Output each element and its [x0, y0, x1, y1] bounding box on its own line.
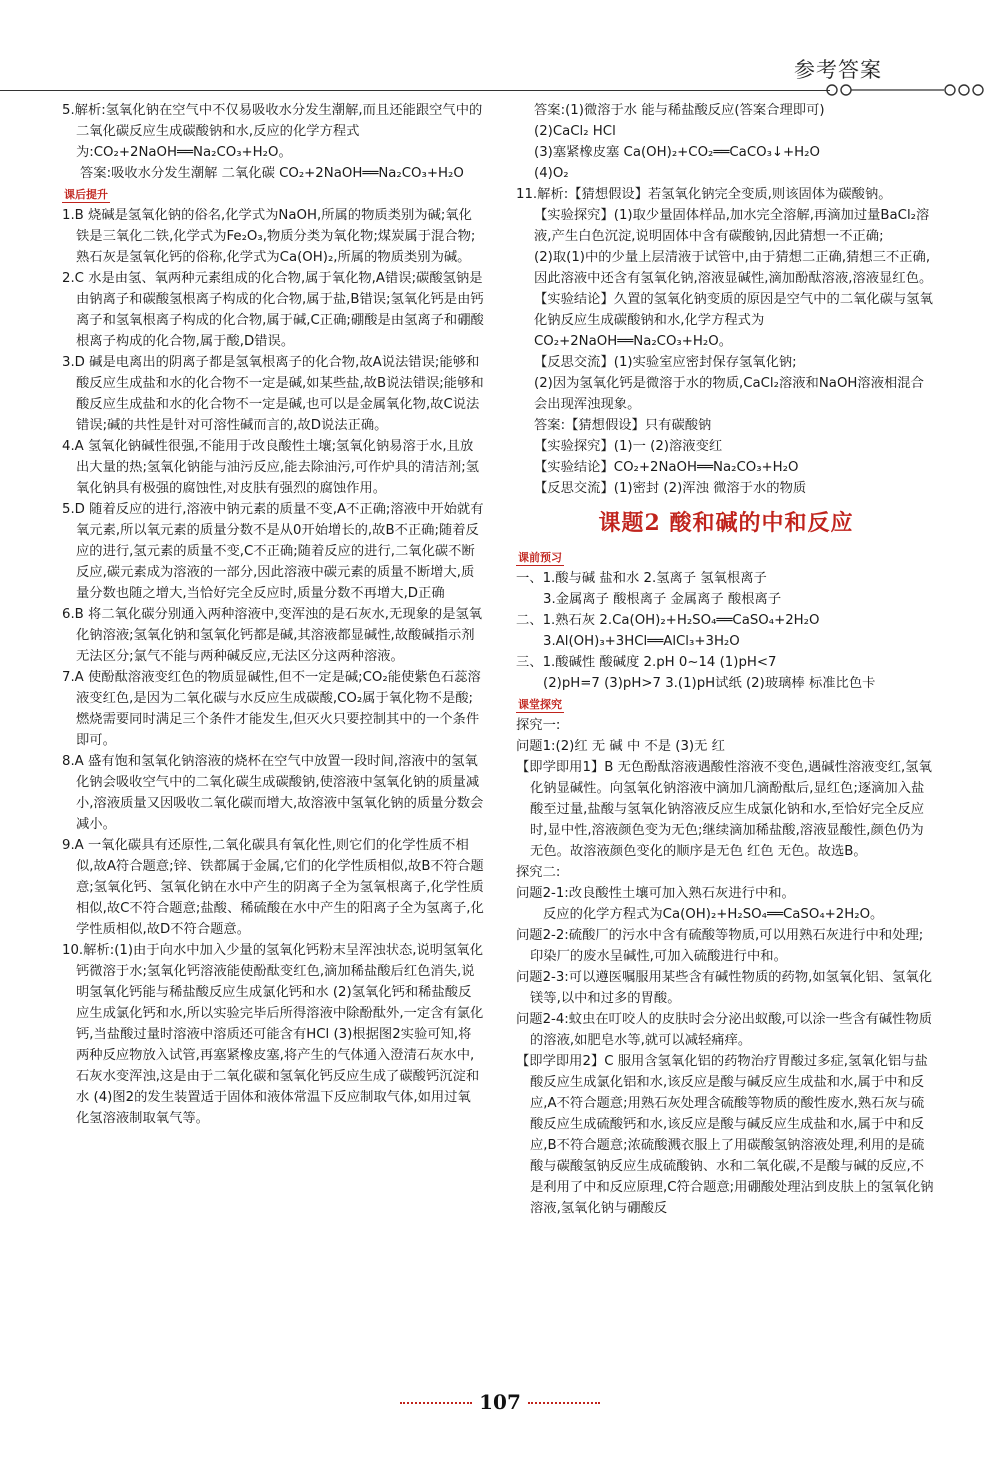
footer-dots-right — [528, 1402, 600, 1404]
page-number: 107 — [479, 1390, 521, 1414]
page-footer — [0, 1380, 1000, 1430]
right-paragraph: 探究一: — [516, 718, 561, 733]
left-paragraph: 6.B 将二氧化碳分别通入两种溶液中,变浑浊的是石灰水,无现象的是氢氧化钠溶液;氢氧化钠和氢氧化钙都是碱,其溶液都显碱性,故酸碱指示剂无法区分;氯气不能与两种碱反应,无法区分这两种溶液。 — [62, 607, 483, 664]
right-paragraph: 【实验结论】CO₂+2NaOH══Na₂CO₃+H₂O — [534, 460, 799, 475]
left-paragraph: 9.A 一氧化碳具有还原性,二氧化碳具有氧化性,则它们的化学性质不相似,故A符合题意;锌、铁都属于金属,它们的化学性质相似,故B不符合题意;氢氧化钙、氢氧化钠在水中产生的阴离子全为氢氧根离子,化学性质相似,故C不符合题意;盐酸、稀硫酸在水中产生的阳离子全为氢离子,化学性质相似,故D不符合题意。 — [62, 838, 484, 937]
right-paragraph: 问题2-2:硫酸厂的污水中含有硫酸等物质,可以用熟石灰进行中和处理;印染厂的废水呈碱性,可加入硫酸进行中和。 — [516, 928, 924, 964]
right-paragraph: 二、1.熟石灰 2.Ca(OH)₂+H₂SO₄══CaSO₄+2H₂O — [516, 613, 820, 628]
right-paragraph: 答案:【猜想假设】只有碳酸钠 — [534, 418, 712, 433]
right-paragraph: 3.Al(OH)₃+3HCl══AlCl₃+3H₂O — [543, 634, 740, 649]
right-column — [516, 100, 936, 1219]
right-paragraph: 【实验探究】(1)取少量固体样品,加水完全溶解,再滴加过量BaCl₂溶液,产生白色沉淀,说明固体中含有碳酸钠,因此猜想一不正确; — [534, 208, 930, 244]
left-paragraph: 10.解析:(1)由于向水中加入少量的氢氧化钙粉末呈浑浊状态,说明氢氧化钙微溶于水;氢氧化钙溶液能使酚酞变红色,滴加稀盐酸后红色消失,说明氢氧化钙能与稀盐酸反应生成氯化钙和水 (2)氢氧化钙和稀盐酸反应生成氯化钙和水,所以实验完毕后所得溶液中除酚酞外,一定含有氯化钙,当盐酸过量时溶液中溶质还可能含有HCl (3)根据图2实验可知,将两种反应物放入试管,再塞紧橡皮塞,将产生的气体通入澄清石灰水中,石灰水变浑浊,这是由于二氧化碳和氢氧化钙反应生成了碳酸钙沉淀和水 (4)图2的发生装置适于固体和液体常温下反应制取气体,如用过氧化氢溶液制取氧气等。 — [62, 943, 484, 1126]
right-paragraph: 问题2-4:蚊虫在叮咬人的皮肤时会分泌出蚁酸,可以涂一些含有碱性物质的溶液,如肥皂水等,就可以减轻痛痒。 — [516, 1012, 933, 1048]
footer-dots-left — [400, 1402, 472, 1404]
left-paragraph: 2.C 水是由氢、氧两种元素组成的化合物,属于氧化物,A错误;碳酸氢钠是由钠离子和碳酸氢根离子构成的化合物,属于盐,B错误;氢氧化钙是由钙离子和氢氧根离子构成的化合物,属于碱,C正确;硼酸是由氢离子和硼酸根离子构成的化合物,属于酸,D错误。 — [62, 271, 484, 349]
right-paragraph: (2)取(1)中的少量上层清液于试管中,由于猜想二正确,猜想三不正确,因此溶液中还含有氢氧化钠,溶液显碱性,滴加酚酞溶液,溶液显红色。 — [534, 250, 933, 286]
right-paragraph: (2)CaCl₂ HCl — [534, 124, 616, 139]
left-paragraph: 4.A 氢氧化钠碱性很强,不能用于改良酸性土壤;氢氧化钠易溶于水,且放出大量的热;氢氧化钠能与油污反应,能去除油污,可作炉具的清洁剂;氢氧化钠具有极强的腐蚀性,对皮肤有强烈的腐蚀作用。 — [62, 439, 480, 496]
right-paragraph: 【即学即用2】C 服用含氢氧化铝的药物治疗胃酸过多症,氢氧化铝与盐酸反应生成氯化铝和水,该反应是酸与碱反应生成盐和水,属于中和反应,A不符合题意;用熟石灰处理含硫酸等物质的酸性废水,熟石灰与硫酸反应生成硫酸钙和水,该反应是酸与碱反应生成盐和水,属于中和反应,B不符合题意;浓硫酸溅衣服上了用碳酸氢钠溶液处理,利用的是硫酸与碳酸氢钠反应生成硫酸钠、水和二氧化碳,不是酸与碱的反应,不是利用了中和反应原理,C符合题意;用硼酸处理沾到皮肤上的氢氧化钠溶液,氢氧化钠与硼酸反 — [516, 1054, 934, 1216]
left-paragraph: 5.D 随着反应的进行,溶液中钠元素的质量不变,A不正确;溶液中开始就有氧元素,所以氧元素的质量分数不是从0开始增长的,故B不正确;随着反应的进行,氢元素的质量不变,C不正确;随着反应的进行,二氧化碳不断反应,碳元素成为溶液的一部分,因此溶液中碳元素的质量不断增大,质量分数也随之增大,当恰好完全反应时,质量分数不再增大,D正确 — [62, 502, 484, 601]
right-paragraph: 问题1:(2)红 无 碱 中 不是 (3)无 红 — [516, 739, 725, 754]
right-paragraph: 三、1.酸碱性 酸碱度 2.pH 0~14 (1)pH<7 — [516, 655, 777, 670]
right-paragraph: 3.金属离子 酸根离子 金属离子 酸根离子 — [543, 592, 782, 607]
right-paragraph: (3)塞紧橡皮塞 Ca(OH)₂+CO₂══CaCO₃↓+H₂O — [534, 145, 820, 160]
right-paragraph: 问题2-1:改良酸性土壤可加入熟石灰进行中和。 — [516, 886, 795, 901]
right-paragraph: 答案:(1)微溶于水 能与稀盐酸反应(答案合理即可) — [534, 103, 825, 118]
lesson-title: 课题2 酸和碱的中和反应 — [598, 510, 854, 536]
header-rule — [0, 90, 830, 91]
section-tag: 课前预习 — [518, 551, 562, 564]
page-header — [0, 0, 1000, 100]
right-paragraph: (2)pH=7 (3)pH>7 3.(1)pH试纸 (2)玻璃棒 标准比色卡 — [543, 676, 876, 691]
right-paragraph: 反应的化学方程式为Ca(OH)₂+H₂SO₄══CaSO₄+2H₂O。 — [543, 907, 884, 922]
left-paragraph: 3.D 碱是电离出的阴离子都是氢氧根离子的化合物,故A说法错误;能够和酸反应生成盐和水的化合物不一定是碱,如某些盐,故B说法错误;能够和酸反应生成盐和水的化合物不一定是碱,也可以是金属氧化物,故C说法错误;碱的共性是针对可溶性碱而言的,故D说法正确。 — [62, 355, 484, 433]
left-paragraph: 8.A 盛有饱和氢氧化钠溶液的烧杯在空气中放置一段时间,溶液中的氢氧化钠会吸收空气中的二氧化碳生成碳酸钠,使溶液中氢氧化钠的质量减小,溶液质量又因吸收二氧化碳而增大,故溶液中氢氧化钠的质量分数会减小。 — [62, 754, 484, 832]
right-paragraph: 【实验结论】久置的氢氧化钠变质的原因是空气中的二氧化碳与氢氧化钠反应生成碳酸钠和水,化学方程式为CO₂+2NaOH══Na₂CO₃+H₂O。 — [534, 292, 933, 349]
right-paragraph: 【反思交流】(1)实验室应密封保存氢氧化钠; — [534, 355, 797, 370]
right-paragraph: 【反思交流】(1)密封 (2)浑浊 微溶于水的物质 — [534, 481, 807, 496]
left-column — [62, 100, 484, 1129]
section-tag: 课后提升 — [64, 188, 108, 201]
right-paragraph: 一、1.酸与碱 盐和水 2.氢离子 氢氧根离子 — [516, 571, 767, 586]
right-paragraph: 11.解析:【猜想假设】若氢氧化钠完全变质,则该固体为碳酸钠。 — [516, 187, 892, 202]
right-paragraph: 【实验探究】(1)一 (2)溶液变红 — [534, 439, 723, 454]
right-paragraph: 问题2-3:可以遵医嘱服用某些含有碱性物质的药物,如氢氧化铝、氢氧化镁等,以中和过多的胃酸。 — [516, 970, 933, 1006]
left-paragraph: 5.解析:氢氧化钠在空气中不仅易吸收水分发生潮解,而且还能跟空气中的二氧化碳反应生成碳酸钠和水,反应的化学方程式为:CO₂+2NaOH══Na₂CO₃+H₂O。 — [62, 103, 483, 160]
left-paragraph: 答案:吸收水分发生潮解 二氧化碳 CO₂+2NaOH══Na₂CO₃+H₂O — [80, 166, 464, 181]
left-paragraph: 1.B 烧碱是氢氧化钠的俗名,化学式为NaOH,所属的物质类别为碱;氧化铁是三氧化二铁,化学式为Fe₂O₃,物质分类为氧化物;煤炭属于混合物;熟石灰是氢氧化钙的俗称,化学式为Ca(OH)₂,所属的物质类别为碱。 — [62, 208, 476, 265]
right-paragraph: 探究二: — [516, 865, 561, 880]
right-paragraph: (2)因为氢氧化钙是微溶于水的物质,CaCl₂溶液和NaOH溶液相混合会出现浑浊现象。 — [534, 376, 924, 412]
left-paragraph: 7.A 使酚酞溶液变红色的物质显碱性,但不一定是碱;CO₂能使紫色石蕊溶液变红色,是因为二氧化碳与水反应生成碳酸,CO₂属于氧化物不是酸;燃烧需要同时满足三个条件才能发生,但灭火只要控制其中的一个条件即可。 — [62, 670, 481, 748]
header-ornament-icon — [826, 82, 996, 98]
section-tag: 课堂探究 — [518, 698, 562, 711]
right-paragraph: 【即学即用1】B 无色酚酞溶液遇酸性溶液不变色,遇碱性溶液变红,氢氧化钠显碱性。向氢氧化钠溶液中滴加几滴酚酞后,显红色;逐滴加入盐酸至过量,盐酸与氢氧化钠溶液反应生成氯化钠和水,至恰好完全反应时,显中性,溶液颜色变为无色;继续滴加稀盐酸,溶液显酸性,颜色仍为无色。故溶液颜色变化的顺序是无色 红色 无色。故选B。 — [516, 760, 932, 859]
right-paragraph: (4)O₂ — [534, 166, 569, 181]
header-title: 参考答案 — [794, 58, 882, 82]
